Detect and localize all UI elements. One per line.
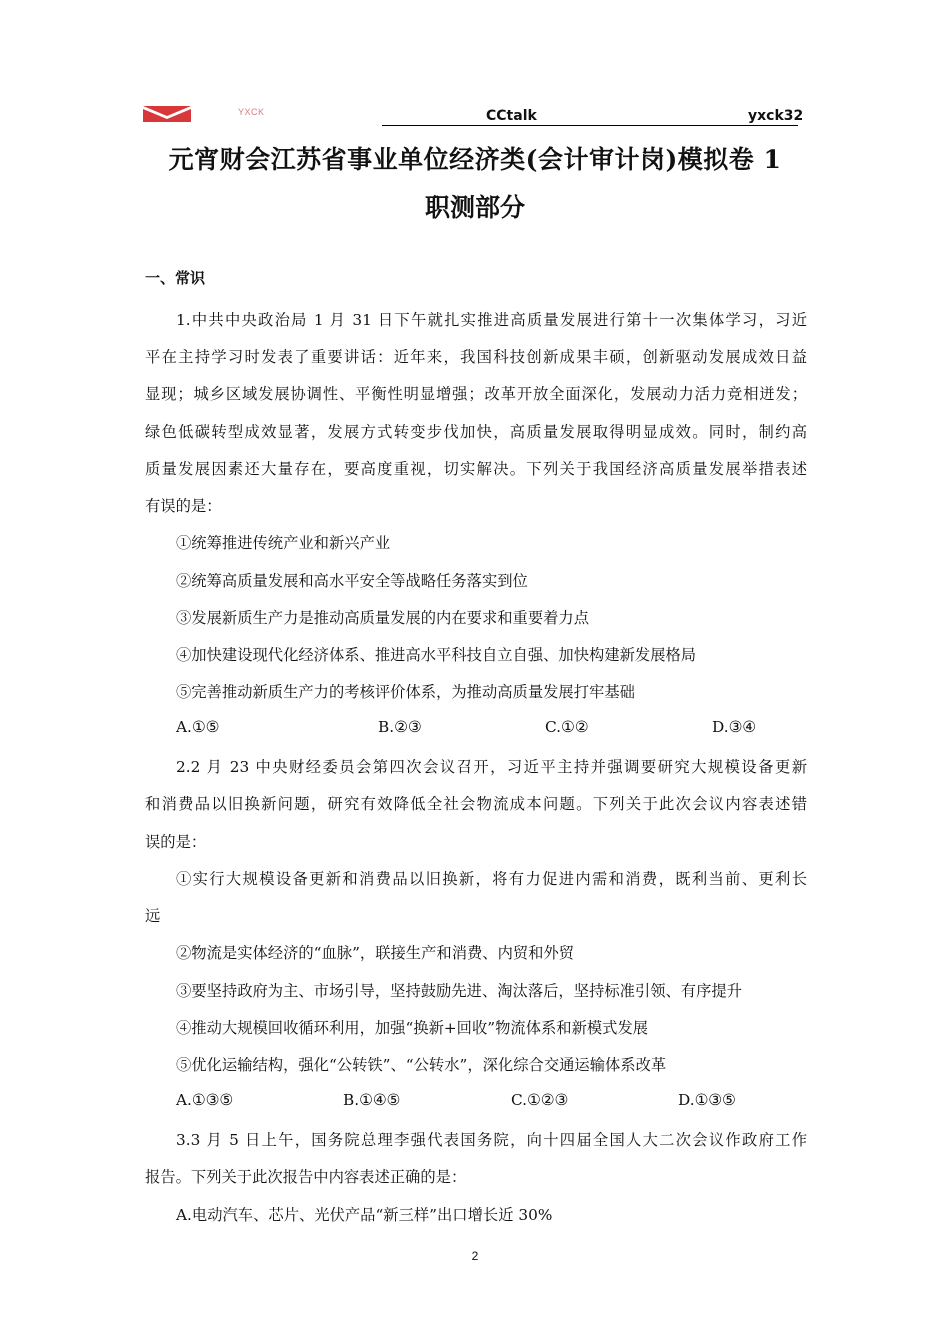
q2-item: ⑤优化运输结构，强化“公转铁”、“公转水”，深化综合交通运输体系改革	[176, 1056, 667, 1074]
q3-line: 3.3 月 5 日上午，国务院总理李强代表国务院，向十四届全国人大二次会议作政府工作	[176, 1131, 807, 1149]
logo-text: YXCK	[238, 107, 265, 117]
section-heading: 一、常识	[145, 269, 206, 287]
q2-option-d: D.①③⑤	[678, 1091, 736, 1109]
q1-option-d: D.③④	[712, 718, 757, 736]
header-rule	[382, 125, 798, 126]
q1-item: ④加快建设现代化经济体系、推进高水平科技自立自强、加快构建新发展格局	[176, 646, 697, 664]
q2-item: ③要坚持政府为主、市场引导，坚持鼓励先进、淘汰落后，坚持标准引领、有序提升	[176, 982, 742, 1000]
q1-item: ②统筹高质量发展和高水平安全等战略任务落实到位	[176, 572, 528, 590]
q1-line: 平在主持学习时发表了重要讲话：近年来，我国科技创新成果丰硕，创新驱动发展成效日益	[145, 348, 807, 366]
q1-line: 有误的是：	[145, 497, 222, 515]
q2-option-a: A.①③⑤	[176, 1091, 234, 1109]
q2-item-continued: 远	[145, 907, 161, 925]
q2-option-c: C.①②③	[511, 1091, 569, 1109]
q1-line: 绿色低碳转型成效显著，发展方式转变步伐加快，高质量发展取得明显成效。同时，制约高	[145, 423, 807, 441]
q1-option-b: B.②③	[378, 718, 422, 736]
q2-option-b: B.①④⑤	[343, 1091, 401, 1109]
q1-line: 1.中共中央政治局 1 月 31 日下午就扎实推进高质量发展进行第十一次集体学习，习近	[176, 311, 807, 329]
q1-option-c: C.①②	[545, 718, 589, 736]
q3-line: 报告。下列关于此次报告中内容表述正确的是：	[145, 1168, 467, 1186]
q1-line: 质量发展因素还大量存在，要高度重视，切实解决。下列关于我国经济高质量发展举措表述	[145, 460, 807, 478]
q1-line: 显现；城乡区域发展协调性、平衡性明显增强；改革开放全面深化，发展动力活力竞相迸发；	[145, 385, 807, 403]
document-subtitle: 职测部分	[424, 193, 525, 222]
q1-item: ①统筹推进传统产业和新兴产业	[176, 534, 391, 552]
document-title: 元宵财会江苏省事业单位经济类(会计审计岗)模拟卷 1	[168, 145, 782, 174]
q2-item: ②物流是实体经济的“血脉”，联接生产和消费、内贸和外贸	[176, 944, 575, 962]
q2-line: 误的是：	[145, 833, 207, 851]
header-left-text: CCtalk	[486, 108, 537, 124]
q1-item: ③发展新质生产力是推动高质量发展的内在要求和重要着力点	[176, 609, 590, 627]
q2-item: ①实行大规模设备更新和消费品以旧换新，将有力促进内需和消费，既利当前、更利长	[176, 870, 807, 888]
q2-line: 和消费品以旧换新问题，研究有效降低全社会物流成本问题。下列关于此次会议内容表述错	[145, 795, 807, 813]
header-right-text: yxck32	[748, 108, 804, 124]
q2-item: ④推动大规模回收循环利用，加强“换新+回收”物流体系和新模式发展	[176, 1019, 649, 1037]
brand-logo	[143, 106, 191, 122]
q2-line: 2.2 月 23 中央财经委员会第四次会议召开，习近平主持并强调要研究大规模设备更新	[176, 758, 807, 776]
q1-option-a: A.①⑤	[176, 718, 220, 736]
q3-option-a: A.电动汽车、芯片、光伏产品“新三样”出口增长近 30%	[176, 1206, 553, 1224]
q1-item: ⑤完善推动新质生产力的考核评价体系，为推动高质量发展打牢基础	[176, 683, 635, 701]
page-number: 2	[471, 1249, 479, 1263]
